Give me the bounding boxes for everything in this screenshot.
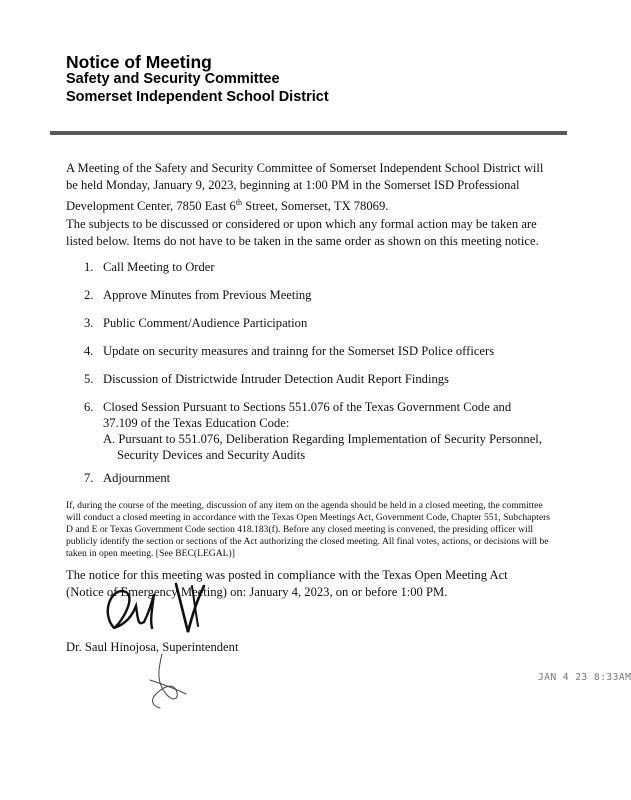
agenda-item-continuation: 37.109 of the Texas Education Code:	[103, 416, 290, 430]
agenda-item	[84, 371, 449, 387]
agenda-item	[84, 259, 215, 275]
posting-notice: The notice for this meeting was posted in compliance with the Texas Open Meeting Act (Notice of Emergency Meeting) on: January 4, 2023, on or before 1:00 PM.	[66, 568, 508, 599]
superintendent-signature	[92, 576, 232, 648]
agenda-item	[84, 287, 311, 303]
date-time-stamp: JAN 4 23 8:33AM	[538, 672, 631, 683]
agenda-subitem-continuation: Security Devices and Security Audits	[117, 448, 306, 462]
closed-meeting-notice: If, during the course of the meeting, discussion of any item on the agenda should be held in a closed meeting, the committee will conduct a closed meeting in accordance with the Texas Open Meetings Act, Government Code, Chapter 551, Subchapters D and E or Texas Government Code section 418.183(f). Before any closed meeting is convened, the presiding officer will publicly identify the section or sections of the Act authorizing the closed meeting. All final votes, actions, or decisions will be taken in open meeting. [See BEC(LEGAL)]	[66, 500, 551, 559]
agenda-item	[84, 470, 170, 486]
agenda-item	[84, 399, 511, 415]
agenda-item-number: 7.	[84, 471, 94, 485]
agenda-item-number: 4.	[84, 344, 94, 358]
agenda-item-text: Closed Session Pursuant to Sections 551.076 of the Texas Government Code and	[103, 400, 512, 414]
agenda-item	[84, 343, 494, 359]
intro-text-part2: Street, Somerset, TX 78069.	[242, 199, 389, 214]
header-divider	[50, 131, 567, 135]
intro-text-part1: A Meeting of the Safety and Security Committee of Somerset Independent School District will be held Monday, January 9, 2023, beginning at 1:00 PM in the Somerset ISD Professional Development Center, 7850 East 6	[66, 161, 544, 214]
agenda-item-text: Discussion of Districtwide Intruder Detection Audit Report Findings	[103, 372, 449, 386]
agenda-item	[84, 315, 307, 331]
agenda-item-text: Call Meeting to Order	[103, 260, 215, 274]
initials-mark	[138, 650, 198, 710]
meeting-intro-paragraph	[66, 160, 546, 215]
signatory-name: Dr. Saul Hinojosa, Superintendent	[66, 640, 239, 654]
agenda-item-number: 3.	[84, 316, 94, 330]
agenda-item-text: Adjournment	[103, 471, 171, 485]
district-name: Somerset Independent School District	[66, 89, 329, 105]
agenda-item-text: Public Comment/Audience Participation	[103, 316, 308, 330]
agenda-item-text: Approve Minutes from Previous Meeting	[103, 288, 312, 302]
subjects-paragraph: The subjects to be discussed or considered or upon which any formal action may be taken are listed below. Items do not have to be taken in the same order as shown on this meeting notice.	[66, 217, 539, 248]
agenda-item-number: 5.	[84, 372, 94, 386]
agenda-item-number: 2.	[84, 288, 94, 302]
agenda-item-text: Update on security measures and trainng for the Somerset ISD Police officers	[103, 344, 495, 358]
agenda-item-number: 1.	[84, 260, 94, 274]
notice-title: Notice of Meeting	[66, 52, 212, 72]
agenda-subitem: A. Pursuant to 551.076, Deliberation Regarding Implementation of Security Personnel,	[103, 432, 542, 446]
intro-superscript: th	[235, 198, 243, 207]
committee-name: Safety and Security Committee	[66, 71, 280, 87]
agenda-item-number: 6.	[84, 400, 94, 414]
